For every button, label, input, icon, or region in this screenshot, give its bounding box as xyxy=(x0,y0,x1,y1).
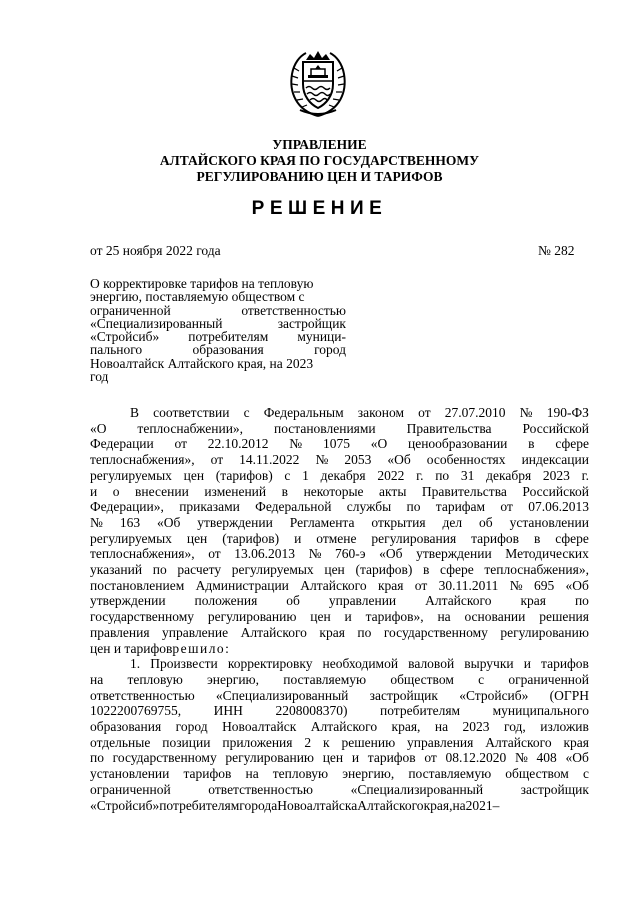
word: к xyxy=(323,734,330,750)
word: по xyxy=(90,750,104,766)
word: «О xyxy=(90,420,107,436)
word: 31 xyxy=(460,467,475,483)
word: изменений xyxy=(204,483,267,499)
word: на xyxy=(245,766,259,782)
word: Новоалтайска xyxy=(277,797,358,813)
word: края, xyxy=(391,719,421,735)
word: (тарифов) xyxy=(215,467,273,483)
subject-line xyxy=(90,330,346,343)
word: края, xyxy=(423,797,453,813)
document-body xyxy=(90,405,589,813)
word: Федерации xyxy=(90,436,154,452)
word: муниципального xyxy=(492,703,589,719)
body-line xyxy=(90,656,589,672)
word: от xyxy=(418,405,431,420)
word: цен xyxy=(324,562,345,578)
word: ответственностью xyxy=(90,687,195,703)
word: города xyxy=(239,797,278,813)
word: выручки xyxy=(464,656,514,672)
word: утверждении xyxy=(90,593,166,609)
document-number: № 282 xyxy=(538,243,575,258)
word: в xyxy=(423,562,430,578)
body-line xyxy=(90,782,589,798)
word: Новоалтайск xyxy=(222,719,297,735)
subject-line xyxy=(90,317,346,330)
word: В xyxy=(130,405,140,420)
word: ответственностью xyxy=(241,302,346,318)
word: пального xyxy=(90,342,143,358)
word: «Об xyxy=(156,514,181,530)
word: Правительства xyxy=(421,483,507,499)
word: № xyxy=(90,514,103,530)
body-line xyxy=(90,641,589,657)
word: 408 xyxy=(536,750,557,766)
word: утверждении xyxy=(416,546,492,562)
word: 2053 xyxy=(344,452,372,468)
word: управление xyxy=(162,624,229,640)
word: об xyxy=(286,593,300,609)
word: на xyxy=(434,719,449,735)
word: 27.07.2010 xyxy=(444,405,506,420)
word: Регламента xyxy=(289,514,355,530)
word: 08.12.2020 xyxy=(445,750,507,766)
word: изложив xyxy=(540,719,589,735)
word: от xyxy=(414,577,428,593)
issuer-header-line: РЕГУЛИРОВАНИЮ ЦЕН И ТАРИФОВ xyxy=(196,169,443,184)
word: Методических xyxy=(505,546,589,562)
word: «Специализированный xyxy=(90,315,223,331)
word: № xyxy=(509,577,523,593)
body-line xyxy=(90,688,589,704)
issuer-header xyxy=(0,137,639,185)
word: 163 xyxy=(119,514,141,530)
word: и xyxy=(294,530,302,546)
word: цен и тарифов xyxy=(90,640,173,656)
body-line xyxy=(90,672,589,688)
word: приложения xyxy=(222,734,293,750)
word: теплоснабжении», xyxy=(137,420,244,436)
word: 30.11.2011 xyxy=(438,577,499,593)
word: город xyxy=(175,719,208,735)
word: по xyxy=(152,562,167,578)
word: от xyxy=(424,750,437,766)
word: 2021– xyxy=(465,797,500,813)
body-line xyxy=(90,405,589,421)
word: поставляемую xyxy=(283,671,367,687)
body-line xyxy=(90,562,589,578)
word: декабря xyxy=(486,467,532,483)
word: энергию, xyxy=(207,671,259,687)
word: «Об xyxy=(565,577,589,593)
word: регулированию xyxy=(500,624,589,640)
word: и xyxy=(90,483,98,499)
word: потребителям xyxy=(188,329,269,345)
word: «Стройсиб» xyxy=(90,329,160,345)
word: энергию, xyxy=(342,766,395,782)
word: 1022200769755, xyxy=(90,703,182,719)
word: застройщик xyxy=(277,315,346,331)
word: утверждении xyxy=(197,514,273,530)
word: тепловую xyxy=(272,766,329,782)
word: валовой xyxy=(408,656,455,672)
body-line xyxy=(90,531,589,547)
word: края xyxy=(563,734,589,750)
word: 2022 xyxy=(377,467,405,483)
word: государственному xyxy=(112,750,217,766)
word: 2023 xyxy=(542,467,570,483)
word: ценообразовании xyxy=(407,436,508,452)
word: и xyxy=(344,609,352,625)
word: сфере xyxy=(555,436,589,452)
word: «Об xyxy=(379,546,403,562)
word: Федеральным xyxy=(263,405,344,420)
word: края xyxy=(319,624,345,640)
body-line xyxy=(90,750,589,766)
body-line xyxy=(90,609,589,625)
word: тепловую xyxy=(127,671,183,687)
word: корректировку xyxy=(227,656,313,672)
word: регулированию xyxy=(225,750,315,766)
word: тарифам xyxy=(435,499,486,515)
word: «Специализированный xyxy=(215,687,349,703)
word: цен xyxy=(310,609,331,625)
word: Российской xyxy=(522,483,589,499)
issuer-header-line: УПРАВЛЕНИЕ xyxy=(272,137,367,152)
word: от xyxy=(500,499,513,515)
word: акты xyxy=(379,483,407,499)
subject-line xyxy=(90,290,346,303)
issuer-header-line: АЛТАЙСКОГО КРАЯ ПО ГОСУДАРСТВЕННОМУ xyxy=(159,153,480,168)
body-line xyxy=(90,735,589,751)
word: установлении xyxy=(509,514,589,530)
word: «Специализированный xyxy=(350,781,484,797)
word: Алтайского xyxy=(485,734,552,750)
word: г. xyxy=(581,467,589,483)
word: тарифов xyxy=(367,750,416,766)
document-subject xyxy=(90,277,346,383)
word: № xyxy=(289,436,303,452)
word: основании xyxy=(464,609,526,625)
word: по xyxy=(435,467,450,483)
word: обществом xyxy=(505,766,569,782)
word: Новоалтайск Алтайского края, на 2023 xyxy=(90,355,314,371)
word: с xyxy=(478,671,485,687)
body-line xyxy=(90,703,589,719)
body-line xyxy=(90,798,589,814)
word: «Стройсиб» xyxy=(90,797,160,813)
body-line xyxy=(90,468,589,484)
coat-of-arms-emblem xyxy=(286,48,350,120)
subject-line xyxy=(90,277,346,290)
word: образования xyxy=(90,719,162,735)
word: постановлением xyxy=(90,577,185,593)
body-line xyxy=(90,578,589,594)
word: потребителям xyxy=(159,797,240,813)
word: сфере xyxy=(555,530,589,546)
subject-line xyxy=(90,357,346,370)
word: теплоснабжения», xyxy=(90,452,195,468)
word: № xyxy=(315,452,329,468)
word: № xyxy=(519,405,533,420)
word: с xyxy=(582,766,589,782)
word: отмене xyxy=(316,530,357,546)
word: Алтайского xyxy=(357,797,424,813)
word: соответствии xyxy=(153,405,230,420)
word: отдельные xyxy=(90,734,151,750)
word: указаний xyxy=(90,562,143,578)
word: тарифов xyxy=(183,766,232,782)
word: Российской xyxy=(522,420,589,436)
word: позиции xyxy=(162,734,211,750)
word: в xyxy=(281,483,289,499)
word: декабря xyxy=(320,467,366,483)
word: управления xyxy=(407,734,474,750)
word: Алтайского xyxy=(300,577,367,593)
word: положения xyxy=(194,593,258,609)
word: регулирования xyxy=(371,530,457,546)
word: открытия xyxy=(371,514,426,530)
word: № xyxy=(308,546,322,562)
word: в xyxy=(533,530,541,546)
word: теплоснабжения», xyxy=(90,546,195,562)
word: тарифов xyxy=(471,530,520,546)
word: постановлениями xyxy=(273,420,376,436)
word: с xyxy=(243,405,250,420)
word: внесении xyxy=(135,483,189,499)
word: Алтайского xyxy=(310,719,378,735)
body-line xyxy=(90,421,589,437)
body-line xyxy=(90,436,589,452)
subject-line xyxy=(90,370,346,383)
word: 2208008370) xyxy=(275,703,348,719)
word: на xyxy=(90,671,104,687)
word: ограниченной xyxy=(90,781,171,797)
word: на xyxy=(437,609,451,625)
word: некоторые xyxy=(303,483,364,499)
word: цен xyxy=(322,750,344,766)
word: энергию, поставляемую обществом с xyxy=(90,289,305,305)
word: с xyxy=(284,467,291,483)
body-line xyxy=(90,593,589,609)
word: 760-э xyxy=(335,546,366,562)
word: тарифов xyxy=(541,656,589,672)
word: ограниченной xyxy=(508,671,589,687)
word: индексации xyxy=(521,452,589,468)
word: Администрации xyxy=(195,577,289,593)
word: по xyxy=(406,499,421,515)
word: Правительства xyxy=(406,420,492,436)
word: ИНН xyxy=(213,703,243,719)
word: потребителям xyxy=(380,703,461,719)
word: 1 xyxy=(302,467,309,483)
word: 14.11.2022 xyxy=(239,452,300,468)
word: об xyxy=(479,514,493,530)
word: поставляемую xyxy=(408,766,492,782)
body-line xyxy=(90,452,589,468)
word: 695 xyxy=(533,577,555,593)
word: законом xyxy=(357,405,405,420)
word: от xyxy=(174,436,188,452)
word: образования xyxy=(192,342,264,358)
word: расчету xyxy=(177,562,222,578)
word: г. xyxy=(416,467,424,483)
word: решило: xyxy=(172,640,231,656)
word: (тарифов) xyxy=(355,562,413,578)
word: по xyxy=(574,593,589,609)
word: обществом xyxy=(390,671,454,687)
word: «Об xyxy=(565,750,589,766)
word: регулируемых xyxy=(90,467,172,483)
word: от xyxy=(210,452,224,468)
word: решения xyxy=(539,609,589,625)
document-date: от 25 ноября 2022 года xyxy=(90,243,221,258)
subject-line xyxy=(90,343,346,356)
word: особенностях xyxy=(426,452,506,468)
body-line xyxy=(90,625,589,641)
word: цен xyxy=(186,530,208,546)
word: теплоснабжения», xyxy=(484,562,589,578)
word: о xyxy=(112,483,120,499)
word: город xyxy=(314,342,346,358)
word: 1075 xyxy=(322,436,350,452)
word: «О xyxy=(370,436,388,452)
word: 1. xyxy=(130,656,141,672)
word: необходимой xyxy=(322,656,399,672)
word: О корректировке тарифов на тепловую xyxy=(90,276,314,291)
word: установлении xyxy=(90,766,170,782)
word: Федерации», xyxy=(90,499,164,515)
word: на xyxy=(452,797,466,813)
word: год, xyxy=(504,719,526,735)
word: 13.06.2013 xyxy=(234,546,295,562)
word: службы xyxy=(346,499,392,515)
document-type-title: РЕШЕНИЕ xyxy=(251,198,388,219)
word: цен xyxy=(183,467,205,483)
word: Алтайского xyxy=(240,624,307,640)
word: Произвести xyxy=(150,656,218,672)
word: № xyxy=(514,750,528,766)
word: ограниченной xyxy=(90,302,171,318)
word: (ОГРН xyxy=(549,687,589,703)
word: Алтайского xyxy=(425,593,492,609)
word: управлении xyxy=(328,593,397,609)
body-line xyxy=(90,499,589,515)
word: края xyxy=(377,577,404,593)
word: сфере xyxy=(440,562,474,578)
word: 2023 xyxy=(462,719,490,735)
word: правления xyxy=(90,624,150,640)
word: государственному xyxy=(383,624,488,640)
word: государственному xyxy=(90,609,195,625)
word: 07.06.2013 xyxy=(528,499,589,515)
word: ответственностью xyxy=(208,781,313,797)
body-line xyxy=(90,515,589,531)
word: год xyxy=(90,369,109,385)
word: 22.10.2012 xyxy=(207,436,269,452)
word: (тарифов) xyxy=(222,530,280,546)
body-line xyxy=(90,719,589,735)
word: тарифов», xyxy=(365,609,424,625)
word: застройщик xyxy=(369,687,438,703)
word: 2 xyxy=(304,734,312,750)
body-line xyxy=(90,484,589,500)
word: решению xyxy=(341,734,396,750)
word: «Об xyxy=(387,452,411,468)
word: регулируемых xyxy=(90,530,172,546)
word: приказами xyxy=(179,499,240,515)
word: в xyxy=(528,436,535,452)
word: края xyxy=(520,593,546,609)
word: и xyxy=(523,656,531,672)
word: и xyxy=(351,750,360,766)
body-line xyxy=(90,546,589,562)
word: регулированию xyxy=(207,609,297,625)
word: дел xyxy=(442,514,463,530)
word: муници- xyxy=(297,329,346,345)
word: «Стройсиб» xyxy=(459,687,529,703)
word: Федеральной xyxy=(255,499,332,515)
subject-line xyxy=(90,304,346,317)
word: застройщик xyxy=(520,781,589,797)
word: регулируемых xyxy=(231,562,314,578)
word: по xyxy=(357,624,372,640)
word: 190-ФЗ xyxy=(546,405,589,420)
body-line xyxy=(90,766,589,782)
word: от xyxy=(208,546,221,562)
